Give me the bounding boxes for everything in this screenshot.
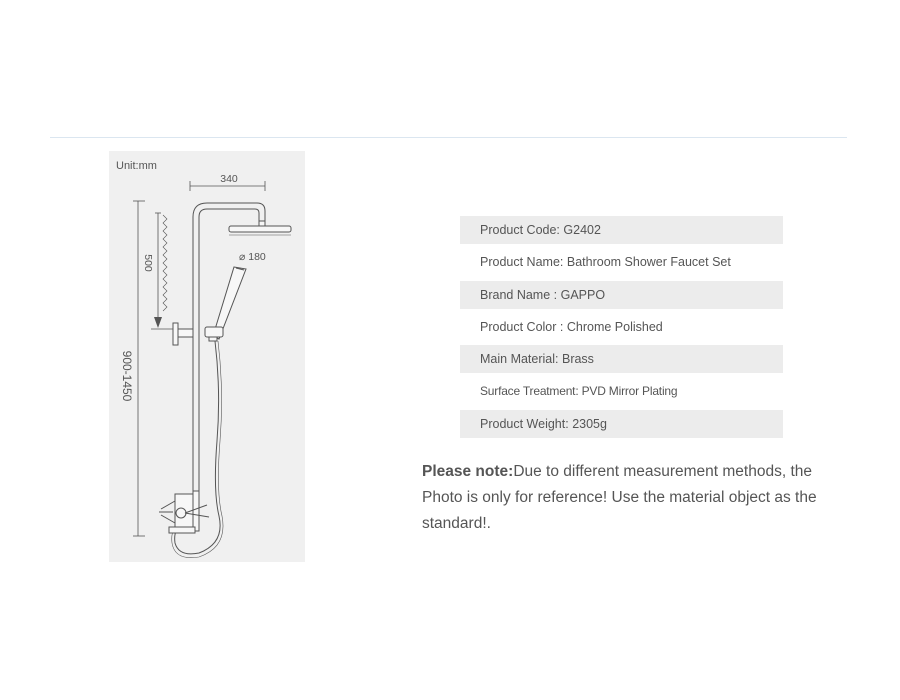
spec-label: Product Weight: (480, 416, 569, 431)
spec-value: GAPPO (560, 287, 606, 302)
note-text: Due to different measurement methods, the Photo is only for reference! Use the material object as the standard!. (422, 463, 817, 532)
diameter-label: ⌀ 180 (239, 251, 266, 263)
spec-row-surface-treatment (460, 377, 783, 405)
shower-drawing (109, 151, 305, 562)
spec-value: Brass (561, 352, 594, 367)
spec-label: Surface Treatment: (480, 384, 579, 399)
spec-row-product-weight (460, 410, 783, 438)
spec-label: Product Name: (480, 255, 564, 270)
spec-table (460, 216, 783, 442)
note-label: Please note: (422, 463, 514, 480)
mixer-valve (159, 491, 209, 533)
spec-label: Product Code: (480, 223, 560, 237)
spec-value: PVD Mirror Plating (581, 384, 678, 399)
width-label: 340 (220, 173, 238, 185)
slide-bracket (173, 323, 193, 345)
hand-shower (205, 267, 246, 341)
spec-row-product-color (460, 313, 783, 341)
spec-label: Brand Name : (480, 287, 558, 302)
top-divider (50, 137, 847, 138)
disclaimer-note (422, 459, 842, 537)
spec-value: Chrome Polished (566, 319, 663, 334)
spec-label: Product Color : (480, 319, 564, 334)
shower-head (229, 221, 291, 235)
unit-label: Unit:mm (116, 160, 157, 172)
height-label: 900-1450 (120, 350, 134, 402)
spec-row-product-code (460, 216, 783, 244)
spec-row-product-name (460, 248, 783, 276)
spec-row-brand-name (460, 281, 783, 309)
spec-value: 2305g (572, 416, 607, 431)
spec-value: Bathroom Shower Faucet Set (566, 255, 731, 270)
dimension-diagram (109, 151, 305, 562)
spec-label: Main Material: (480, 352, 559, 367)
drop-label: 500 (142, 254, 154, 272)
spec-value: G2402 (563, 223, 601, 237)
spec-row-main-material (460, 345, 783, 373)
